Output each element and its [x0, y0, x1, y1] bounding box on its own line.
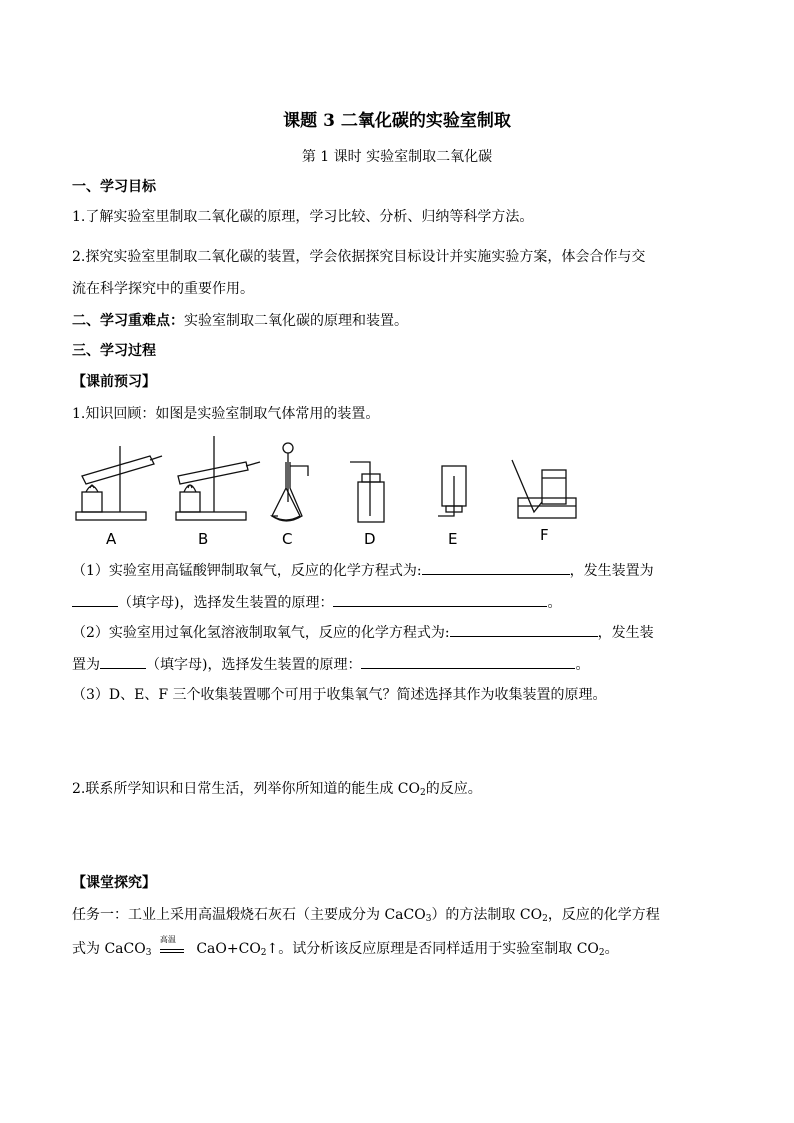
label-e: E	[448, 530, 458, 548]
key-points-text: 实验室制取二氧化碳的原理和装置。	[184, 313, 408, 329]
reaction-condition: 高温	[156, 942, 192, 956]
answer-blank[interactable]	[422, 560, 570, 575]
sub-question-1-line2: （填字母)，选择发生装置的原理： 。	[72, 592, 561, 612]
goal-item-1: 1.了解实验室里制取二氧化碳的原理，学习比较、分析、归纳等科学方法。	[72, 209, 534, 225]
question-2: 2.联系所学知识和日常生活，列举你所知道的能生成 $CO_2$的反应。	[72, 781, 482, 798]
apparatus-c	[272, 443, 308, 521]
page-subtitle: 第 1 课时 实验室制取二氧化碳	[301, 149, 493, 165]
task-1-line1: 任务一：工业上采用高温煅烧石灰石（主要成分为 CaCO$_3$）的方法制取 $CO_2$，反应的化学方程	[72, 907, 660, 924]
apparatus-d	[350, 462, 384, 522]
answer-blank[interactable]	[72, 592, 118, 607]
answer-blank[interactable]	[333, 592, 547, 607]
sub-question-1-line1: （1）实验室用高锰酸钾制取氧气，反应的化学方程式为: ，发生装置为	[72, 560, 654, 580]
label-a: A	[106, 530, 117, 548]
apparatus-a	[76, 446, 162, 520]
sub-question-3: （3）D、E、F 三个收集装置哪个可用于收集氧气？简述选择其作为收集装置的原理。	[72, 687, 607, 703]
label-f: F	[540, 526, 549, 544]
sub-question-2-line1: （2）实验室用过氧化氢溶液制取氧气，反应的化学方程式为: ，发生装	[72, 622, 654, 642]
answer-blank[interactable]	[361, 654, 575, 669]
apparatus-f	[512, 460, 576, 518]
section-heading-goals: 一、学习目标	[72, 179, 156, 195]
apparatus-e	[438, 466, 466, 516]
apparatus-figure	[72, 432, 592, 550]
label-b: B	[198, 530, 209, 548]
section-heading-key: 二、学习重难点：	[72, 313, 184, 329]
goal-item-2-line1: 2.探究实验室里制取二氧化碳的装置，学会依据探究目标设计并实施实验方案，体会合作与交	[72, 249, 646, 265]
apparatus-b	[176, 436, 260, 520]
answer-blank[interactable]	[450, 622, 598, 637]
label-c: C	[282, 530, 293, 548]
task-1-line2: 式为 CaCO$_3$ 高温 $CaO+CO_2↑$。试分析该反应原理是否同样适用于实验室制取 $CO_2$。	[72, 935, 619, 958]
page-title: 课题 3 二氧化碳的实验室制取	[283, 111, 511, 131]
section-heading-process: 三、学习过程	[72, 343, 156, 359]
key-points	[72, 310, 408, 330]
label-d: D	[364, 530, 376, 548]
answer-blank[interactable]	[100, 654, 146, 669]
question-1: 1.知识回顾：如图是实验室制取气体常用的装置。	[72, 406, 380, 422]
goal-item-2-line2: 流在科学探究中的重要作用。	[72, 281, 254, 297]
explore-heading: 【课堂探究】	[72, 875, 156, 891]
sub-question-2-line2: 置为 （填字母)，选择发生装置的原理： 。	[72, 654, 589, 674]
preview-heading: 【课前预习】	[72, 374, 156, 390]
